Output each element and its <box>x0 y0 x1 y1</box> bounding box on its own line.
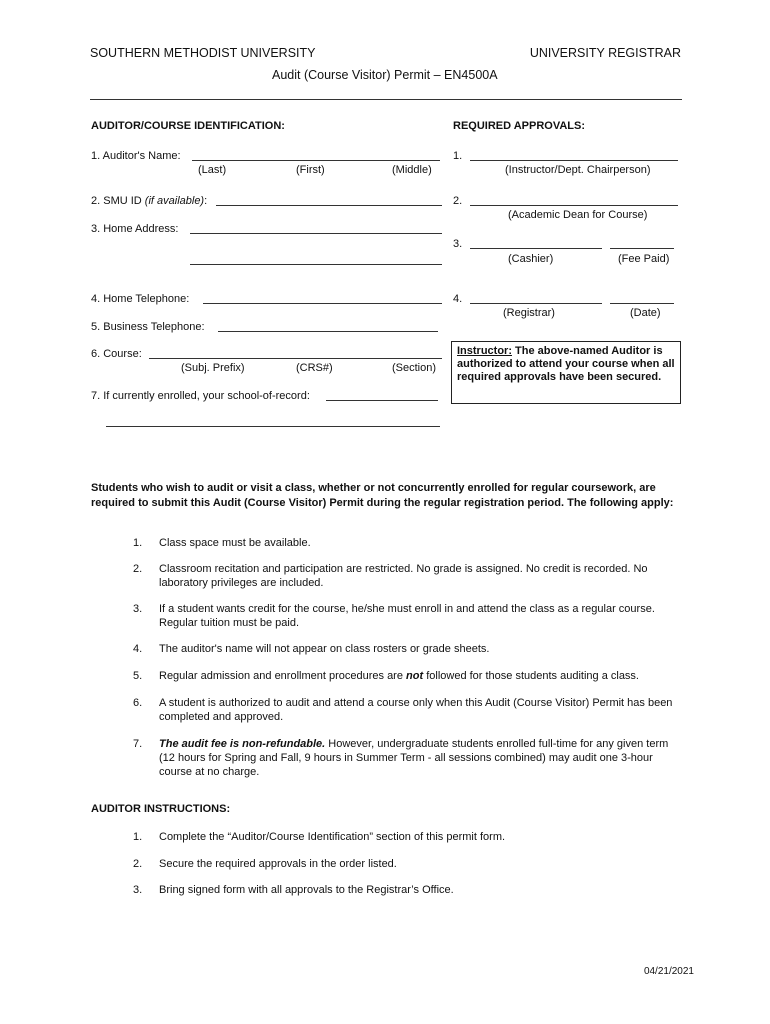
approval-4-signature[interactable] <box>470 303 602 304</box>
instructor-notice-label: Instructor: <box>457 345 512 357</box>
approval-3-fee-caption: (Fee Paid) <box>618 253 670 265</box>
auditor-heading: AUDITOR/COURSE IDENTIFICATION: <box>91 120 285 132</box>
name-first-caption: (First) <box>296 164 325 176</box>
course-section-caption: (Section) <box>392 362 437 374</box>
approval-4-date-caption: (Date) <box>630 307 661 319</box>
instructor-notice-box <box>451 341 681 404</box>
school-of-record-field[interactable] <box>326 400 438 401</box>
approval-4-date[interactable] <box>610 303 674 304</box>
course-label: 6. Course: <box>91 348 142 360</box>
school-of-record-field-2[interactable] <box>106 426 440 427</box>
approval-1-signature[interactable] <box>470 160 678 161</box>
home-telephone-field[interactable] <box>203 303 442 304</box>
course-prefix-caption: (Subj. Prefix) <box>181 362 245 374</box>
intro-paragraph: Students who wish to audit or visit a class, whether or not concurrently enrolled for regular coursework, are required to submit this Audit (Course Visitor) Permit during the regular registration period. The following apply: <box>91 482 674 509</box>
approval-4-number: 4. <box>453 293 463 305</box>
home-telephone-label: 4. Home Telephone: <box>91 293 190 305</box>
approval-4-caption: (Registrar) <box>503 307 555 319</box>
approval-2-signature[interactable] <box>470 205 678 206</box>
business-telephone-label: 5. Business Telephone: <box>91 321 205 333</box>
approval-1-number: 1. <box>453 150 463 162</box>
university-name: SOUTHERN METHODIST UNIVERSITY <box>90 46 316 60</box>
approval-3-fee[interactable] <box>610 248 674 249</box>
form-title: Audit (Course Visitor) Permit – EN4500A <box>272 68 498 82</box>
revision-date: 04/21/2021 <box>643 966 694 977</box>
course-field[interactable] <box>149 358 442 359</box>
smu-id-label: 2. SMU ID (if available): <box>91 195 208 207</box>
name-last-caption: (Last) <box>198 164 227 176</box>
approval-3-signature[interactable] <box>470 248 602 249</box>
home-address-field-1[interactable] <box>190 233 442 234</box>
home-address-label: 3. Home Address: <box>91 223 179 235</box>
school-of-record-label: 7. If currently enrolled, your school-of-record: <box>91 390 310 402</box>
approval-1-caption: (Instructor/Dept. Chairperson) <box>505 164 651 176</box>
approval-3-number: 3. <box>453 238 463 250</box>
smu-id-field[interactable] <box>216 205 442 206</box>
auditor-name-label: 1. Auditor's Name: <box>91 150 181 162</box>
approval-3-caption: (Cashier) <box>508 253 554 265</box>
business-telephone-field[interactable] <box>218 331 438 332</box>
approvals-heading: REQUIRED APPROVALS: <box>453 120 586 132</box>
instructions-heading: AUDITOR INSTRUCTIONS: <box>91 803 231 815</box>
office-name: UNIVERSITY REGISTRAR <box>529 46 681 60</box>
instructor-notice-text: The above-named Auditor is authorized to attend your course when all required approvals have been secured. <box>457 345 675 383</box>
approval-2-number: 2. <box>453 195 463 207</box>
auditor-name-field[interactable] <box>192 160 440 161</box>
header-divider <box>90 99 682 100</box>
name-middle-caption: (Middle) <box>392 164 432 176</box>
approval-2-caption: (Academic Dean for Course) <box>508 209 648 221</box>
course-number-caption: (CRS#) <box>296 362 333 374</box>
home-address-field-2[interactable] <box>190 264 442 265</box>
